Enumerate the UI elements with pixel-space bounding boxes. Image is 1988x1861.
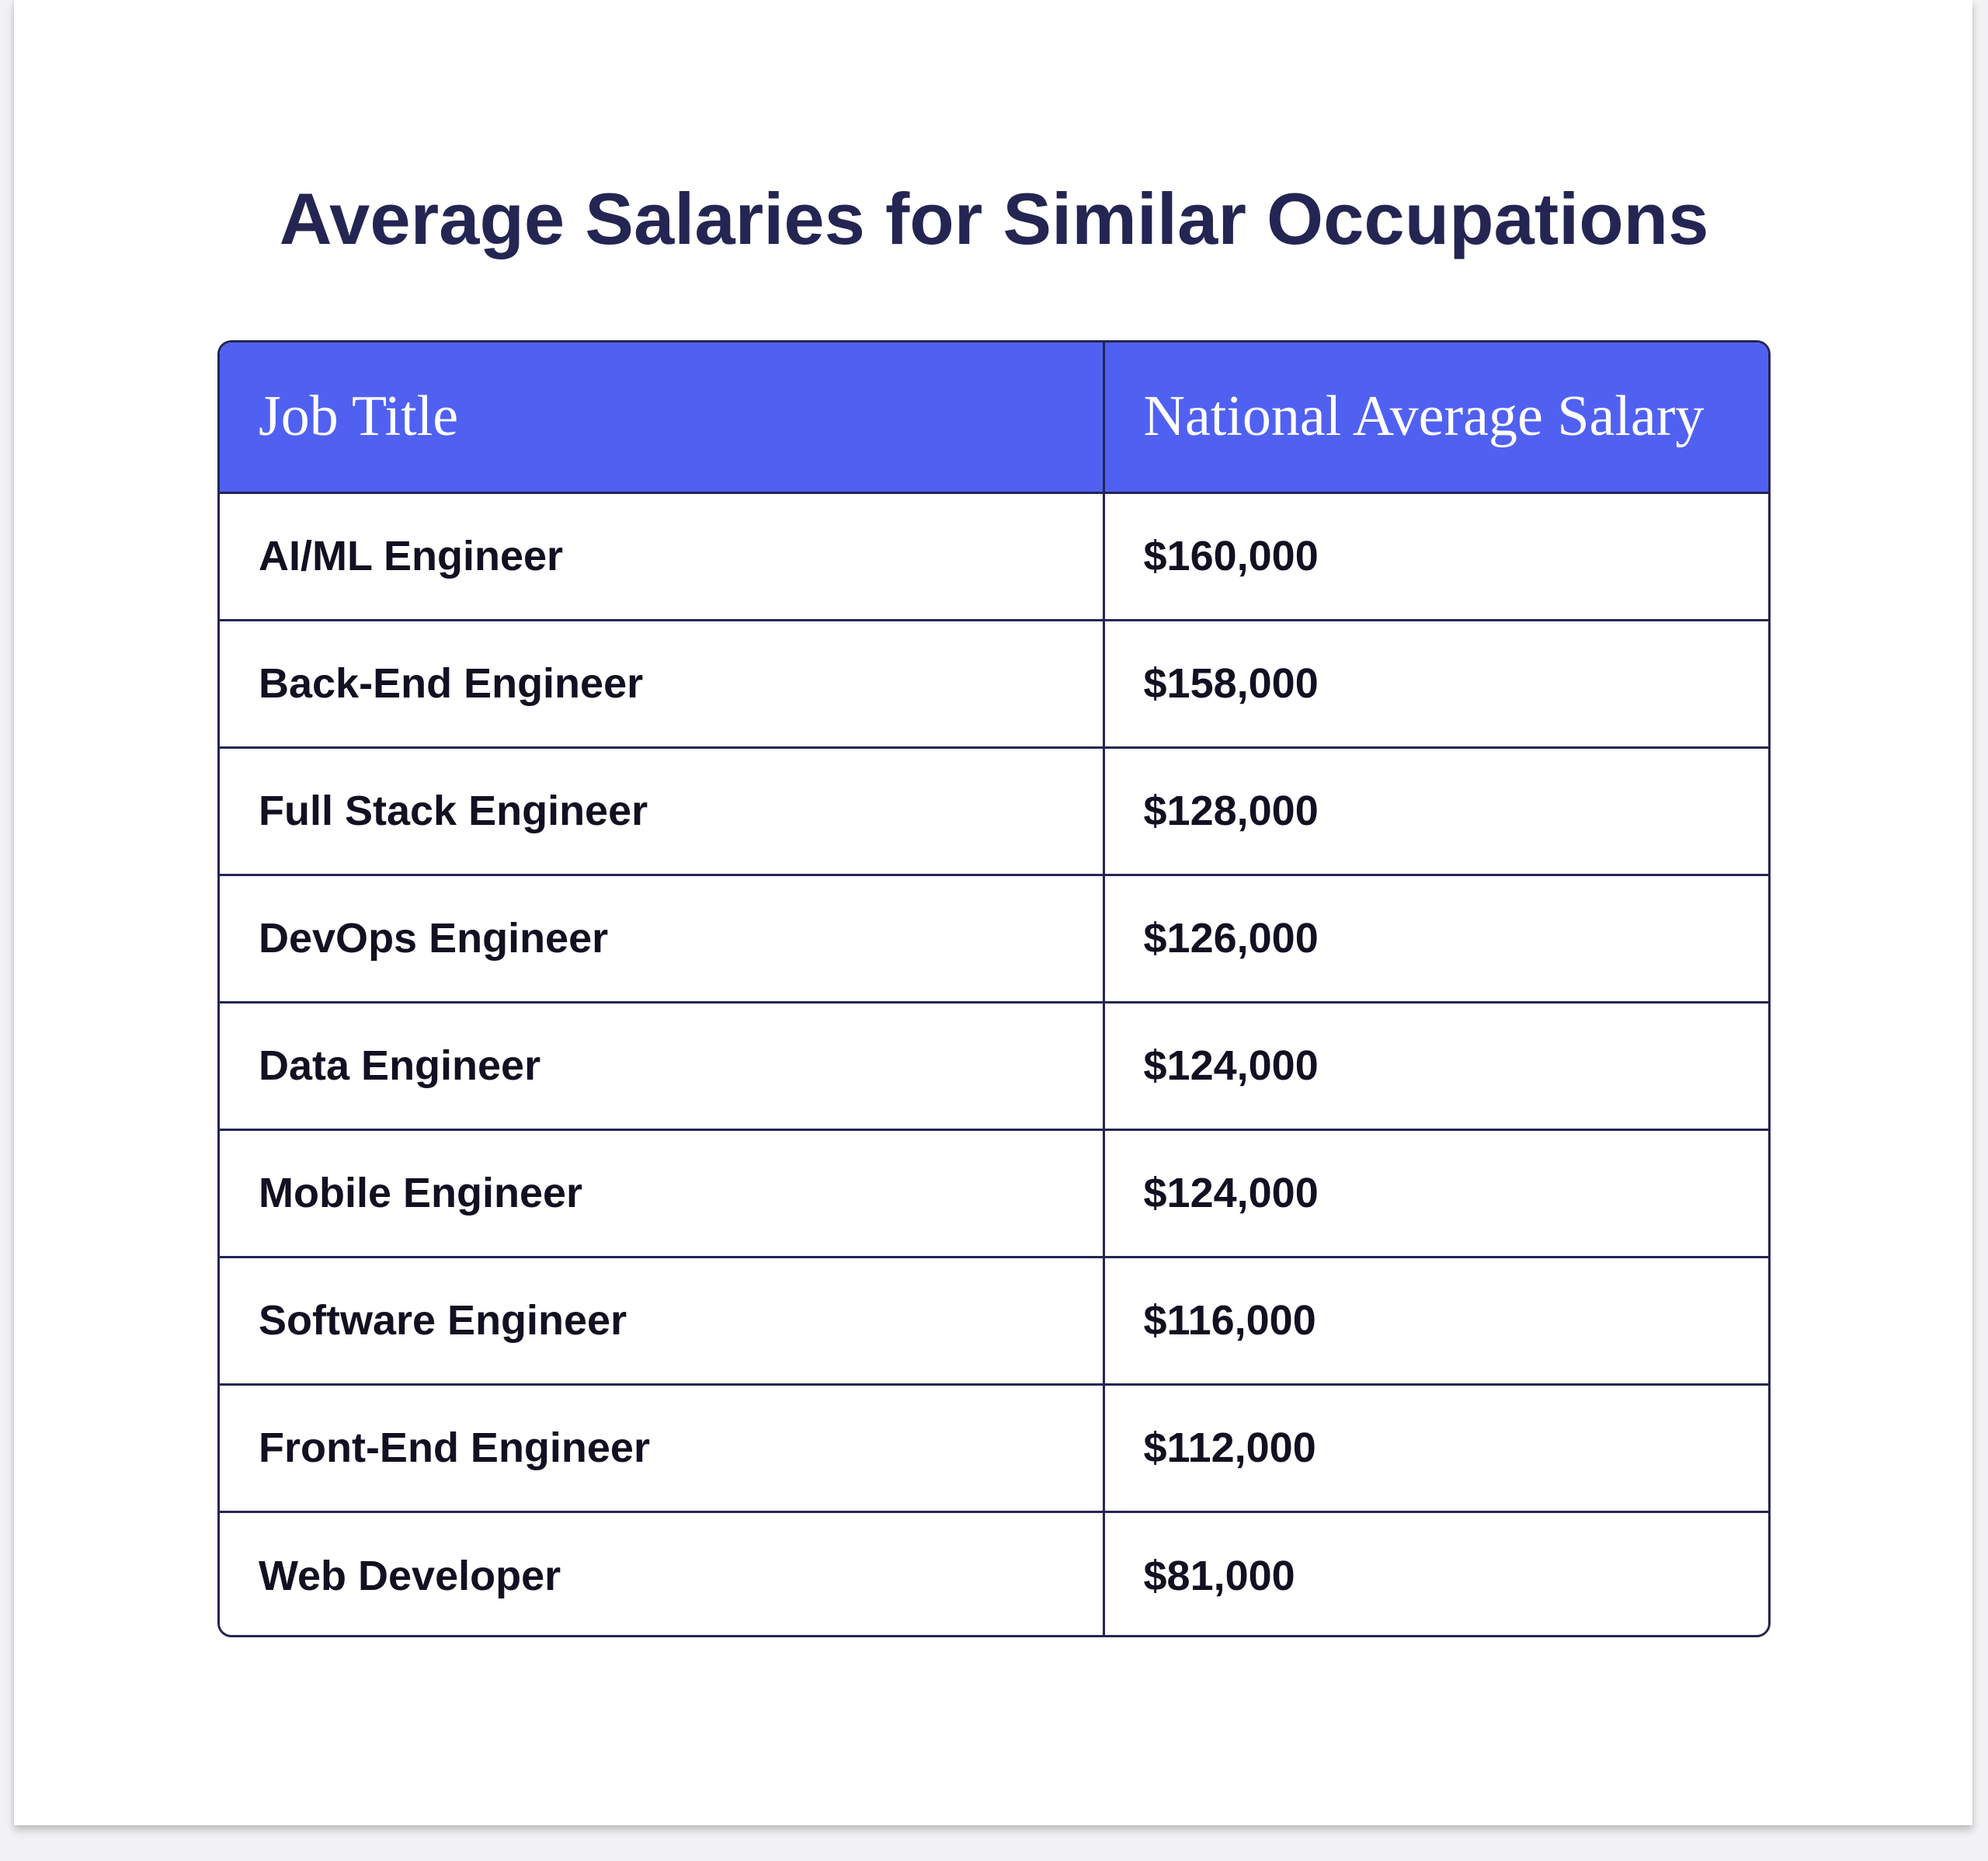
table-row [220,620,1771,747]
job-title-cell: Software Engineer [220,1257,1103,1384]
salary-cell: $158,000 [1103,620,1771,747]
table-body [220,492,1771,1637]
chart-title: Average Salaries for Similar Occupations [279,178,1709,259]
table-row [220,1511,1771,1637]
salary-cell: $112,000 [1103,1384,1771,1511]
column-header-job-title: Job Title [220,343,1103,492]
table-header-row [220,343,1771,492]
table-row [220,875,1771,1002]
column-header-national-average-salary: National Average Salary [1103,343,1771,492]
table-row [220,492,1771,620]
job-title-cell: Full Stack Engineer [220,747,1103,875]
job-title-cell: AI/ML Engineer [259,533,564,579]
table-row [220,1129,1771,1257]
salary-table [220,343,1771,1637]
job-title-cell: Mobile Engineer [220,1129,1103,1257]
salary-cell: $81,000 [1103,1511,1771,1637]
job-title-cell: Back-End Engineer [220,620,1103,747]
salary-cell: $160,000 [1103,492,1771,620]
job-title-cell: DevOps Engineer [220,875,1103,1002]
salary-cell: $126,000 [1103,875,1771,1002]
salary-cell: $116,000 [1103,1257,1771,1384]
job-title-cell: Web Developer [220,1511,1103,1637]
job-title-cell: Data Engineer [220,1002,1103,1129]
job-title-cell: Front-End Engineer [220,1384,1103,1511]
table-row [220,1002,1771,1129]
table-row [220,747,1771,875]
salary-cell: $124,000 [1103,1002,1771,1129]
table-row [220,1384,1771,1511]
table-row [220,1257,1771,1384]
salary-table-container [217,340,1771,1637]
salary-cell: $128,000 [1103,747,1771,875]
salary-cell: $124,000 [1103,1129,1771,1257]
